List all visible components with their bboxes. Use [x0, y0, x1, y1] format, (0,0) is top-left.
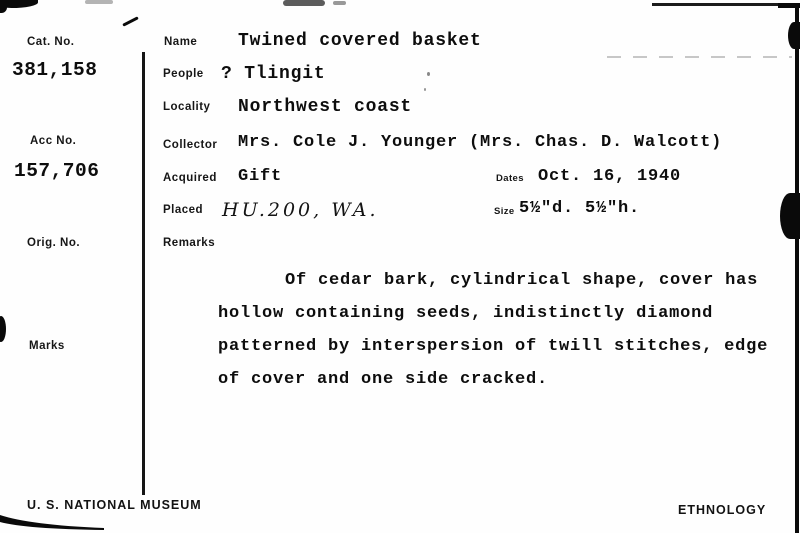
remarks-line-1: Of cedar bark, cylindrical shape, cover has [285, 271, 759, 290]
scan-artifact-speck-2 [424, 88, 426, 91]
placed-value-handwritten: HU.200, WA. [222, 199, 379, 221]
locality-label: Locality [163, 101, 211, 113]
scan-artifact-bottom-left-swoosh [0, 512, 112, 533]
institution-name: U. S. NATIONAL MUSEUM [27, 498, 202, 512]
acquired-label: Acquired [163, 172, 217, 184]
acquired-value: Gift [238, 167, 283, 186]
cat-no-value: 381,158 [12, 59, 98, 81]
locality-value: Northwest coast [238, 97, 413, 117]
scan-artifact-right-edge-line [795, 4, 799, 533]
column-divider-rule [142, 52, 145, 495]
scan-artifact-top-smudge-3 [333, 1, 346, 5]
remarks-label: Remarks [163, 237, 216, 249]
name-value: Twined covered basket [238, 31, 482, 51]
people-label: People [163, 68, 204, 80]
scan-artifact-top-smudge-1 [85, 0, 113, 4]
size-label: Size [494, 206, 515, 217]
cat-no-label: Cat. No. [27, 36, 75, 48]
dates-value: Oct. 16, 1940 [538, 167, 682, 186]
placed-label: Placed [163, 204, 204, 216]
scan-artifact-slash-mark [122, 16, 139, 26]
scan-artifact-speck-1 [427, 72, 430, 76]
scan-artifact-left-edge-blob [0, 316, 6, 342]
name-label: Name [164, 36, 198, 48]
scan-artifact-right-blob-lower [780, 193, 800, 239]
marks-label: Marks [29, 340, 65, 352]
people-value: ? Tlingit [221, 64, 326, 84]
department-name: ETHNOLOGY [678, 503, 767, 517]
scan-artifact-top-smudge-2 [283, 0, 325, 6]
acc-no-value: 157,706 [14, 160, 100, 182]
collector-value: Mrs. Cole J. Younger (Mrs. Chas. D. Walcott) [238, 133, 723, 152]
remarks-line-4: of cover and one side cracked. [218, 370, 549, 389]
remarks-line-3: patterned by interspersion of twill stitches, edge [218, 337, 769, 356]
orig-no-label: Orig. No. [27, 237, 81, 249]
collector-label: Collector [163, 139, 218, 151]
remarks-line-2: hollow containing seeds, indistinctly diamond [218, 304, 714, 323]
scan-artifact-top-left-corner [0, 6, 7, 13]
acc-no-label: Acc No. [30, 135, 77, 147]
scan-artifact-right-blob-upper [788, 22, 800, 49]
size-value: 5½"d. 5½"h. [519, 199, 641, 218]
scan-artifact-faint-dashes [607, 56, 792, 58]
dates-label: Dates [496, 173, 524, 184]
